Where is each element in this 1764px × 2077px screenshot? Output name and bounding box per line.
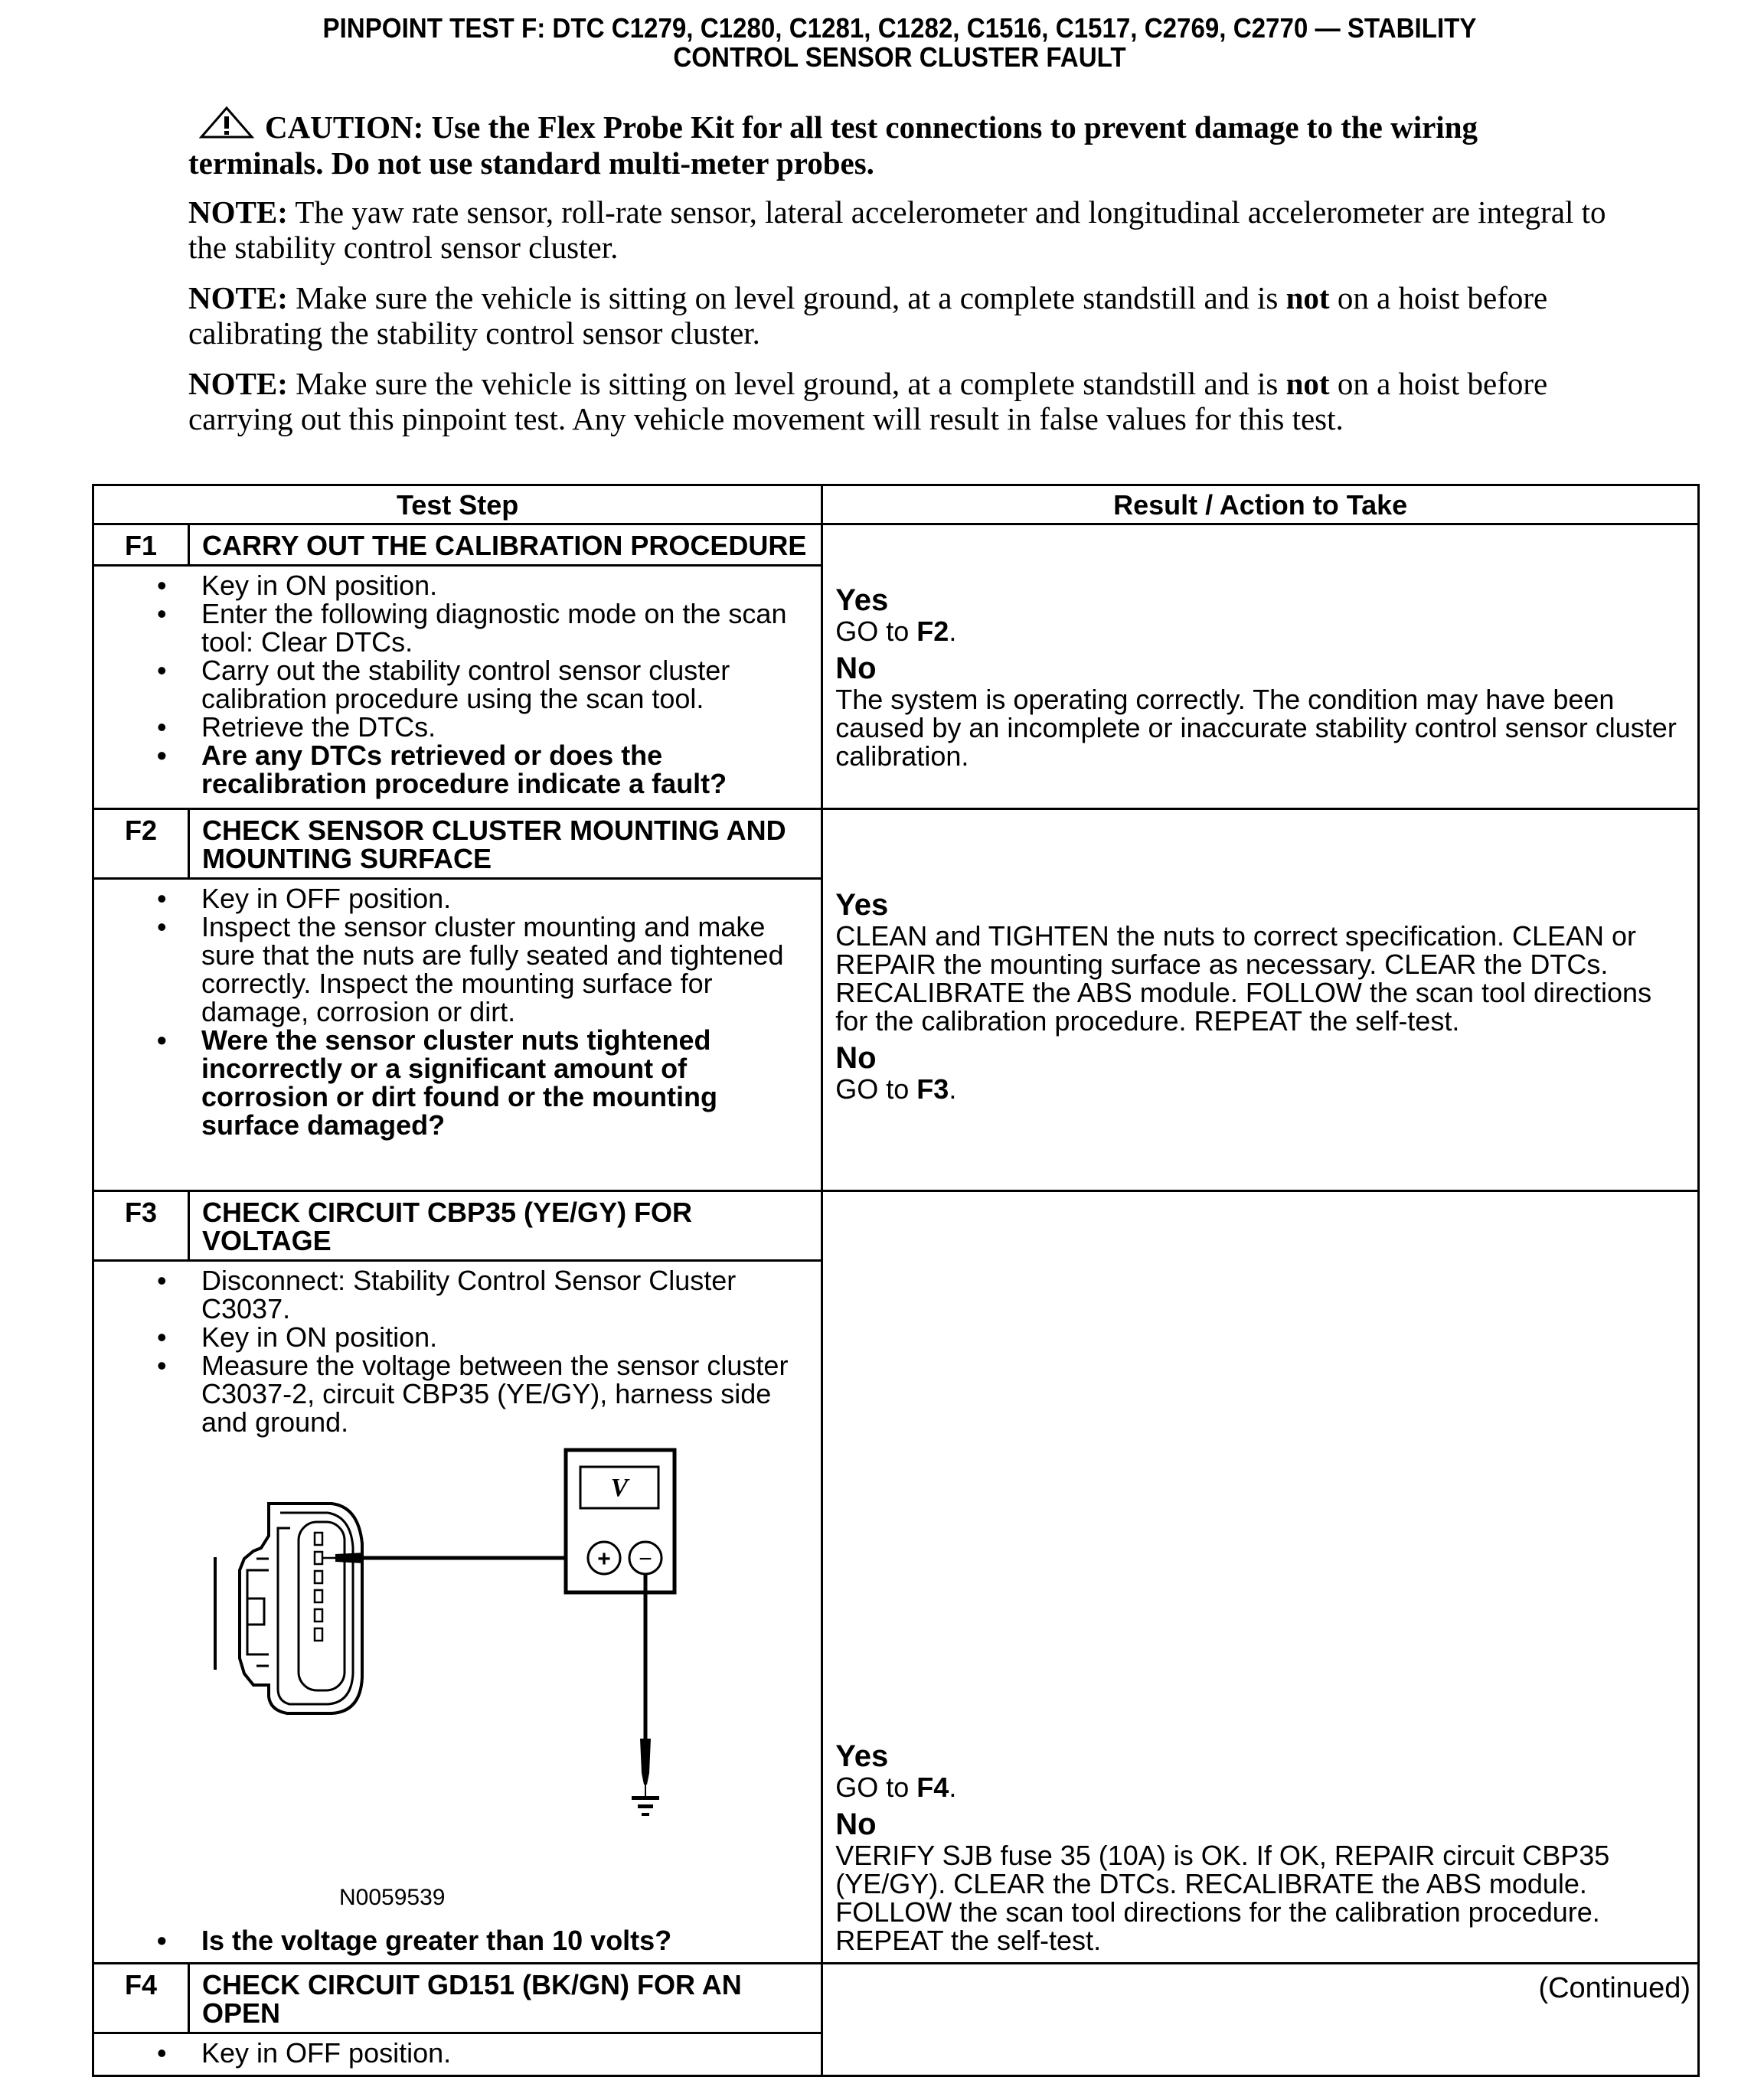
connector-c3037-icon: [215, 1504, 362, 1713]
step-title: CHECK SENSOR CLUSTER MOUNTING AND MOUNTING SURFACE: [189, 809, 822, 879]
step-id: F3: [93, 1191, 189, 1261]
figure-id: N0059539: [339, 1885, 446, 1910]
warning-triangle-icon: [199, 106, 254, 139]
step-title: CHECK CIRCUIT GD151 (BK/GN) FOR AN OPEN: [189, 1964, 822, 2033]
step-item: • Enter the following diagnostic mode on the scan tool: Clear DTCs.: [201, 599, 808, 656]
step-item: • Retrieve the DTCs.: [201, 713, 808, 741]
result-yes-label: Yes: [835, 888, 889, 922]
step-item: • Carry out the stability control sensor cluster calibration procedure using the scan tool.: [201, 656, 808, 713]
result-no-label: No: [835, 1808, 877, 1841]
header-result: Result / Action to Take: [822, 485, 1699, 524]
note-emphasis: not: [1285, 366, 1330, 401]
note-text-after: on a hoist before carrying out this pinpoint test. Any vehicle movement will result in false values for this test.: [188, 366, 1548, 436]
step-item: • Key in OFF position.: [201, 884, 808, 913]
result-cell-f2: [822, 809, 1699, 1191]
step-list: [94, 1266, 808, 1436]
note-text-after: on a hoist before calibrating the stability control sensor cluster.: [188, 280, 1548, 351]
result-cell-f3: [822, 1191, 1699, 1964]
voltmeter-connector-diagram: [201, 1436, 890, 1896]
step-item: • Inspect the sensor cluster mounting and make sure that the nuts are fully seated and tightened correctly. Inspect the mounting surface for damage, corrosion or dirt.: [201, 913, 808, 1026]
note-text: Make sure the vehicle is sitting on level ground, at a complete standstill and is: [287, 366, 1286, 401]
ground-lead: [640, 1574, 651, 1796]
step-question: • Are any DTCs retrieved or does the recalibration procedure indicate a fault?: [201, 741, 808, 798]
result-no-text: GO to F3.: [835, 1073, 957, 1105]
meter-plus-terminal: +: [597, 1546, 611, 1572]
step-item: • Key in ON position.: [201, 571, 808, 599]
step-list-question: [94, 1926, 808, 1955]
note-1: [188, 194, 1612, 265]
result-no-label: No: [835, 652, 877, 685]
table-header-row: [93, 485, 1699, 524]
note-3: [188, 366, 1612, 436]
voltmeter-icon: [566, 1450, 675, 1592]
page-title: [178, 14, 1622, 72]
result-cell-f1: [822, 524, 1699, 809]
pinpoint-test-table: [92, 484, 1700, 2077]
header-test-step: Test Step: [93, 485, 822, 524]
step-title-row-f2: [93, 809, 1699, 879]
step-id: F2: [93, 809, 189, 879]
note-emphasis: not: [1285, 280, 1330, 315]
caution-text: Use the Flex Probe Kit for all test connections to prevent damage to the wiring terminals. Do not use standard multi-meter probes.: [188, 109, 1478, 181]
step-question: • Were the sensor cluster nuts tightened incorrectly or a significant amount of corrosion or dirt found or the mounting surface damaged?: [201, 1026, 808, 1139]
step-item: • Measure the voltage between the sensor cluster C3037-2, circuit CBP35 (YE/GY), harness side and ground.: [201, 1351, 808, 1436]
caution-label: CAUTION:: [265, 109, 424, 145]
result-yes-text: CLEAN and TIGHTEN the nuts to correct specification. CLEAN or REPAIR the mounting surface as necessary. CLEAR the DTCs. RECALIBRATE the ABS module. FOLLOW the scan tool directions for the calibration procedure. REPEAT the self-test.: [835, 920, 1652, 1037]
step-item: • Disconnect: Stability Control Sensor Cluster C3037.: [201, 1266, 808, 1323]
step-body: [93, 1261, 822, 1964]
step-title: CARRY OUT THE CALIBRATION PROCEDURE: [189, 524, 822, 566]
result-no-text: VERIFY SJB fuse 35 (10A) is OK. If OK, REPAIR circuit CBP35 (YE/GY). CLEAR the DTCs. RECALIBRATE the ABS module. FOLLOW the scan tool directions for the calibration procedure. REPEAT the self-test.: [835, 1840, 1610, 1956]
positive-probe-lead: [322, 1553, 596, 1563]
note-2: [188, 280, 1612, 351]
title-line-2: CONTROL SENSOR CLUSTER FAULT: [673, 41, 1126, 73]
step-list: [94, 884, 808, 1139]
meter-minus-terminal: −: [639, 1546, 652, 1572]
step-body: [93, 879, 822, 1191]
note-label: NOTE:: [188, 194, 288, 230]
step-body: [93, 566, 822, 809]
continued-label: (Continued): [1538, 1972, 1690, 2004]
caution-block: [188, 106, 1612, 181]
goto-link-f3[interactable]: F3: [916, 1073, 949, 1105]
step-item: • Key in OFF position.: [201, 2039, 808, 2067]
note-label: NOTE:: [188, 366, 288, 401]
result-yes-text: GO to F2.: [835, 616, 957, 647]
result-yes-label: Yes: [835, 583, 889, 617]
step-title: CHECK CIRCUIT CBP35 (YE/GY) FOR VOLTAGE: [189, 1191, 822, 1261]
note-label: NOTE:: [188, 280, 288, 315]
step-title-row-f1: [93, 524, 1699, 566]
step-item: • Key in ON position.: [201, 1323, 808, 1351]
goto-link-f4[interactable]: F4: [916, 1772, 949, 1803]
step-id: F1: [93, 524, 189, 566]
note-text: The yaw rate sensor, roll-rate sensor, lateral accelerometer and longitudinal accelerometer are integral to the stability control sensor cluster.: [188, 194, 1606, 265]
step-list: [94, 571, 808, 798]
step-body: [93, 2033, 822, 2076]
title-line-1: PINPOINT TEST F: DTC C1279, C1280, C1281, C1282, C1516, C1517, C2769, C2770 — STABILITY: [322, 12, 1477, 44]
ground-symbol-icon: [632, 1796, 659, 1816]
step-list: [94, 2039, 808, 2067]
meter-volt-symbol: V: [610, 1474, 629, 1502]
step-title-row-f4: [93, 1964, 1699, 2033]
result-yes-label: Yes: [835, 1739, 889, 1773]
note-text: Make sure the vehicle is sitting on level ground, at a complete standstill and is: [287, 280, 1286, 315]
result-no-label: No: [835, 1041, 877, 1075]
step-question: • Is the voltage greater than 10 volts?: [201, 1926, 808, 1955]
step-title-row-f3: [93, 1191, 1699, 1261]
result-yes-text: GO to F4.: [835, 1772, 957, 1803]
goto-link-f2[interactable]: F2: [916, 616, 949, 647]
result-no-text: The system is operating correctly. The condition may have been caused by an incomplete or inaccurate stability control sensor cluster calibration.: [835, 684, 1677, 772]
wiring-diagram-figure: [201, 1436, 808, 1926]
step-id: F4: [93, 1964, 189, 2033]
